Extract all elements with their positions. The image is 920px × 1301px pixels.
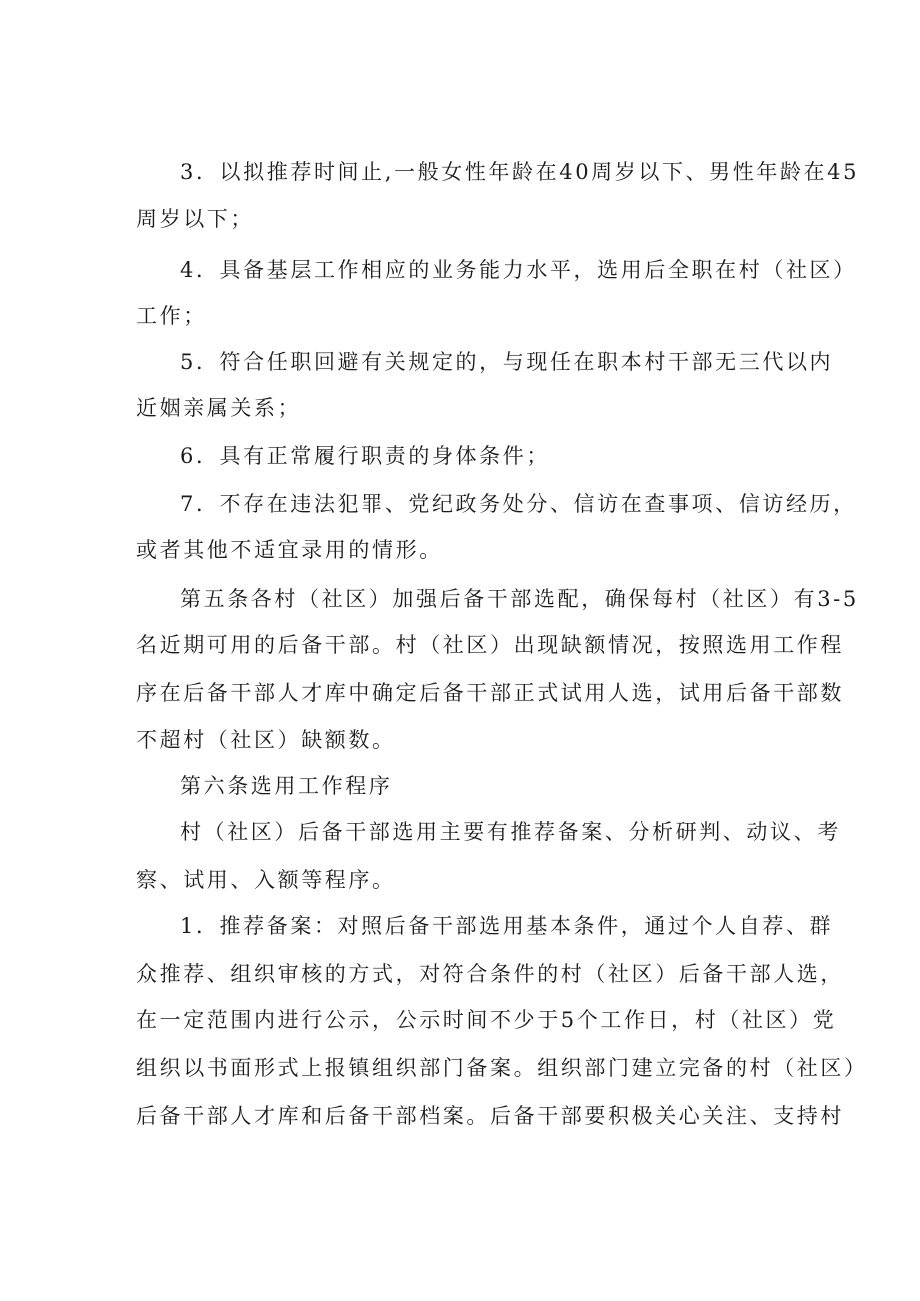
paragraph-line: 在一定范围内进行公示，公示时间不少于5个工作日，村（社区）党 (136, 1008, 837, 1032)
paragraph-line: 名近期可用的后备干部。村（社区）出现缺额情况，按照选用工作程 (136, 633, 844, 657)
paragraph-line: 或者其他不适宜录用的情形。 (136, 538, 443, 562)
paragraph-line: 察、试用、入额等程序。 (136, 868, 396, 892)
paragraph-line: 近姻亲属关系； (136, 396, 302, 420)
paragraph-line: 5．符合任职回避有关规定的，与现任在职本村干部无三代以内 (180, 350, 834, 374)
paragraph-line: 村（社区）后备干部选用主要有推荐备案、分析研判、动议、考 (180, 820, 841, 844)
paragraph-line: 周岁以下； (136, 207, 254, 231)
paragraph-line: 不超村（社区）缺额数。 (136, 728, 396, 752)
paragraph-line: 后备干部人才库和后备干部档案。后备干部要积极关心关注、支持村 (136, 1104, 844, 1128)
paragraph-line: 众推荐、组织审核的方式，对符合条件的村（社区）后备干部人选， (136, 962, 844, 986)
paragraph-line: 1．推荐备案：对照后备干部选用基本条件，通过个人自荐、群 (180, 914, 834, 938)
paragraph-line: 7．不存在违法犯罪、党纪政务处分、信访在查事项、信访经历， (180, 492, 857, 516)
paragraph-line: 4．具备基层工作相应的业务能力水平，选用后全职在村（社区） (180, 258, 857, 282)
paragraph-line: 序在后备干部人才库中确定后备干部正式试用人选，试用后备干部数 (136, 681, 844, 705)
paragraph-line: 组织以书面形式上报镇组织部门备案。组织部门建立完备的村（社区） (136, 1056, 868, 1080)
paragraph-line: 工作； (136, 304, 207, 328)
section-heading: 第六条选用工作程序 (180, 774, 393, 798)
paragraph-line: 6．具有正常履行职责的身体条件； (180, 444, 550, 468)
paragraph-line: 第五条各村（社区）加强后备干部选配，确保每村（社区）有3-5 (180, 587, 859, 611)
paragraph-line: 3．以拟推荐时间止,一般女性年龄在40周岁以下、男性年龄在45 (180, 160, 860, 184)
